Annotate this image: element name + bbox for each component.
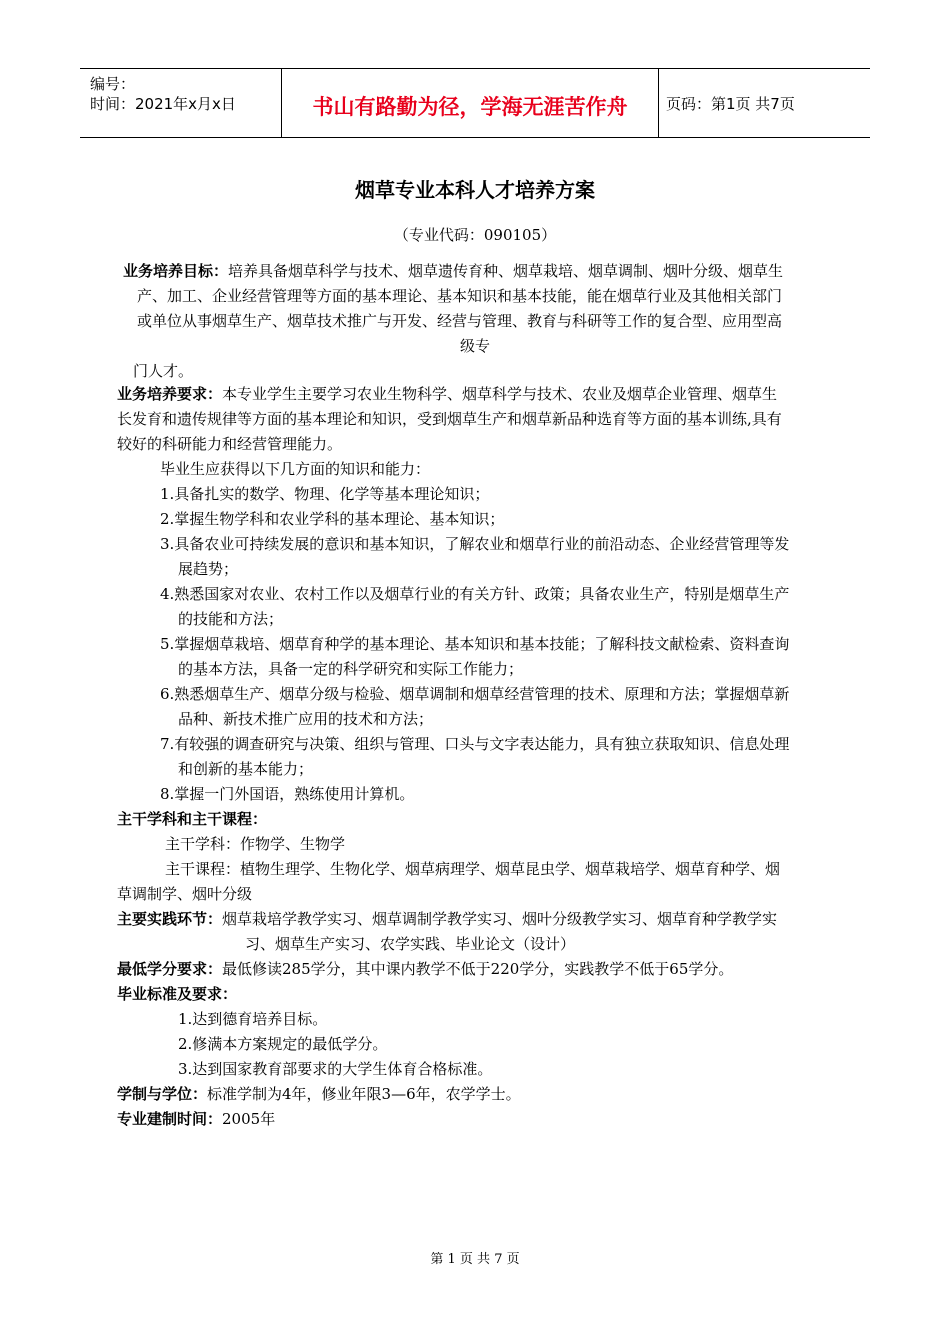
ability-4: 4.熟悉国家对农业、农村工作以及烟草行业的有关方针、政策；具备农业生产，特别是烟草生产 — [160, 585, 790, 603]
req-line-3: 较好的科研能力和经营管理能力。 — [117, 435, 343, 453]
goal-line-5: 门人才。 — [133, 362, 194, 380]
goal-line-1 — [123, 260, 783, 281]
page-footer: 第 1 页 共 7 页 — [430, 1252, 520, 1267]
header-right-cell — [658, 69, 870, 137]
practice-line-2: 习、烟草生产实习、农学实践、毕业论文（设计） — [245, 935, 576, 953]
ability-3: 3.具备农业可持续发展的意识和基本知识，了解农业和烟草行业的前沿动态、企业经营管理等发 — [160, 535, 790, 553]
ability-4-cont: 的技能和方法； — [178, 610, 284, 628]
req-label: 业务培养要求： — [117, 385, 223, 403]
credits-line — [117, 958, 733, 979]
number-label: 编号： — [90, 75, 136, 93]
req-intro: 毕业生应获得以下几方面的知识和能力： — [160, 460, 431, 478]
ability-8: 8.掌握一门外国语，熟练使用计算机。 — [160, 785, 415, 803]
goal-line-4: 级专 — [459, 337, 490, 355]
practice-text-1: 烟草栽培学教学实习、烟草调制学教学实习、烟叶分级教学实习、烟草育种学教学实 — [222, 910, 778, 928]
grad-item-3: 3.达到国家教育部要求的大学生体育合格标准。 — [178, 1060, 493, 1078]
main-courses-1: 主干课程：植物生理学、生物化学、烟草病理学、烟草昆虫学、烟草栽培学、烟草育种学、烟 — [165, 860, 781, 878]
system-label: 学制与学位： — [117, 1085, 208, 1103]
header-center-cell — [281, 69, 659, 137]
grad-label: 毕业标准及要求： — [117, 985, 238, 1003]
grad-item-1: 1.达到德育培养目标。 — [178, 1010, 328, 1028]
grad-item-2: 2.修满本方案规定的最低学分。 — [178, 1035, 388, 1053]
header-left-cell — [80, 69, 280, 137]
goal-line-2: 产、加工、企业经营管理等方面的基本理论、基本知识和基本技能，能在烟草行业及其他相关部门 — [137, 287, 783, 305]
ability-1: 1.具备扎实的数学、物理、化学等基本理论知识； — [160, 485, 490, 503]
header-table — [80, 68, 870, 138]
established-text: 2005年 — [222, 1110, 276, 1128]
req-text-1: 本专业学生主要学习农业生物科学、烟草科学与技术、农业及烟草企业管理、烟草生 — [222, 385, 778, 403]
main-subjects: 主干学科：作物学、生物学 — [165, 835, 346, 853]
goal-text-1: 培养具备烟草科学与技术、烟草遗传育种、烟草栽培、烟草调制、烟叶分级、烟草生 — [228, 262, 784, 280]
ability-5: 5.掌握烟草栽培、烟草育种学的基本理论、基本知识和基本技能；了解科技文献检索、资料查询 — [160, 635, 790, 653]
ability-2: 2.掌握生物学科和农业学科的基本理论、基本知识； — [160, 510, 505, 528]
practice-line-1 — [117, 908, 777, 929]
ability-6-cont: 品种、新技术推广应用的技术和方法； — [178, 710, 434, 728]
ability-7-cont: 和创新的基本能力； — [178, 760, 314, 778]
goal-label: 业务培养目标： — [123, 262, 229, 280]
credits-text: 最低修读285学分，其中课内教学不低于220学分，实践教学不低于65学分。 — [222, 960, 734, 978]
established-line — [117, 1108, 275, 1129]
system-line — [117, 1083, 521, 1104]
req-line-2: 长发育和遗传规律等方面的基本理论和知识，受到烟草生产和烟草新品种选育等方面的基本训练,具有 — [117, 410, 782, 428]
ability-7: 7.有较强的调查研究与决策、组织与管理、口头与文字表达能力，具有独立获取知识、信息处理 — [160, 735, 790, 753]
req-line-1 — [117, 383, 777, 404]
system-text: 标准学制为4年，修业年限3—6年，农学学士。 — [207, 1085, 521, 1103]
established-label: 专业建制时间： — [117, 1110, 223, 1128]
page-label: 页码：第1页 共7页 — [666, 95, 795, 113]
practice-label: 主要实践环节： — [117, 910, 223, 928]
document-title: 烟草专业本科人才培养方案 — [355, 178, 595, 202]
main-courses-2: 草调制学、烟叶分级 — [117, 885, 253, 903]
major-code: （专业代码：090105） — [393, 226, 557, 244]
ability-5-cont: 的基本方法，具备一定的科学研究和实际工作能力； — [178, 660, 524, 678]
motto: 书山有路勤为径，学海无涯苦作舟 — [312, 95, 628, 119]
goal-line-3: 或单位从事烟草生产、烟草技术推广与开发、经营与管理、教育与科研等工作的复合型、应用型高 — [137, 312, 783, 330]
time-label: 时间：2021年x月x日 — [90, 95, 236, 113]
main-label: 主干学科和主干课程： — [117, 810, 268, 828]
credits-label: 最低学分要求： — [117, 960, 223, 978]
ability-6: 6.熟悉烟草生产、烟草分级与检验、烟草调制和烟草经营管理的技术、原理和方法；掌握烟草新 — [160, 685, 790, 703]
ability-3-cont: 展趋势； — [178, 560, 239, 578]
